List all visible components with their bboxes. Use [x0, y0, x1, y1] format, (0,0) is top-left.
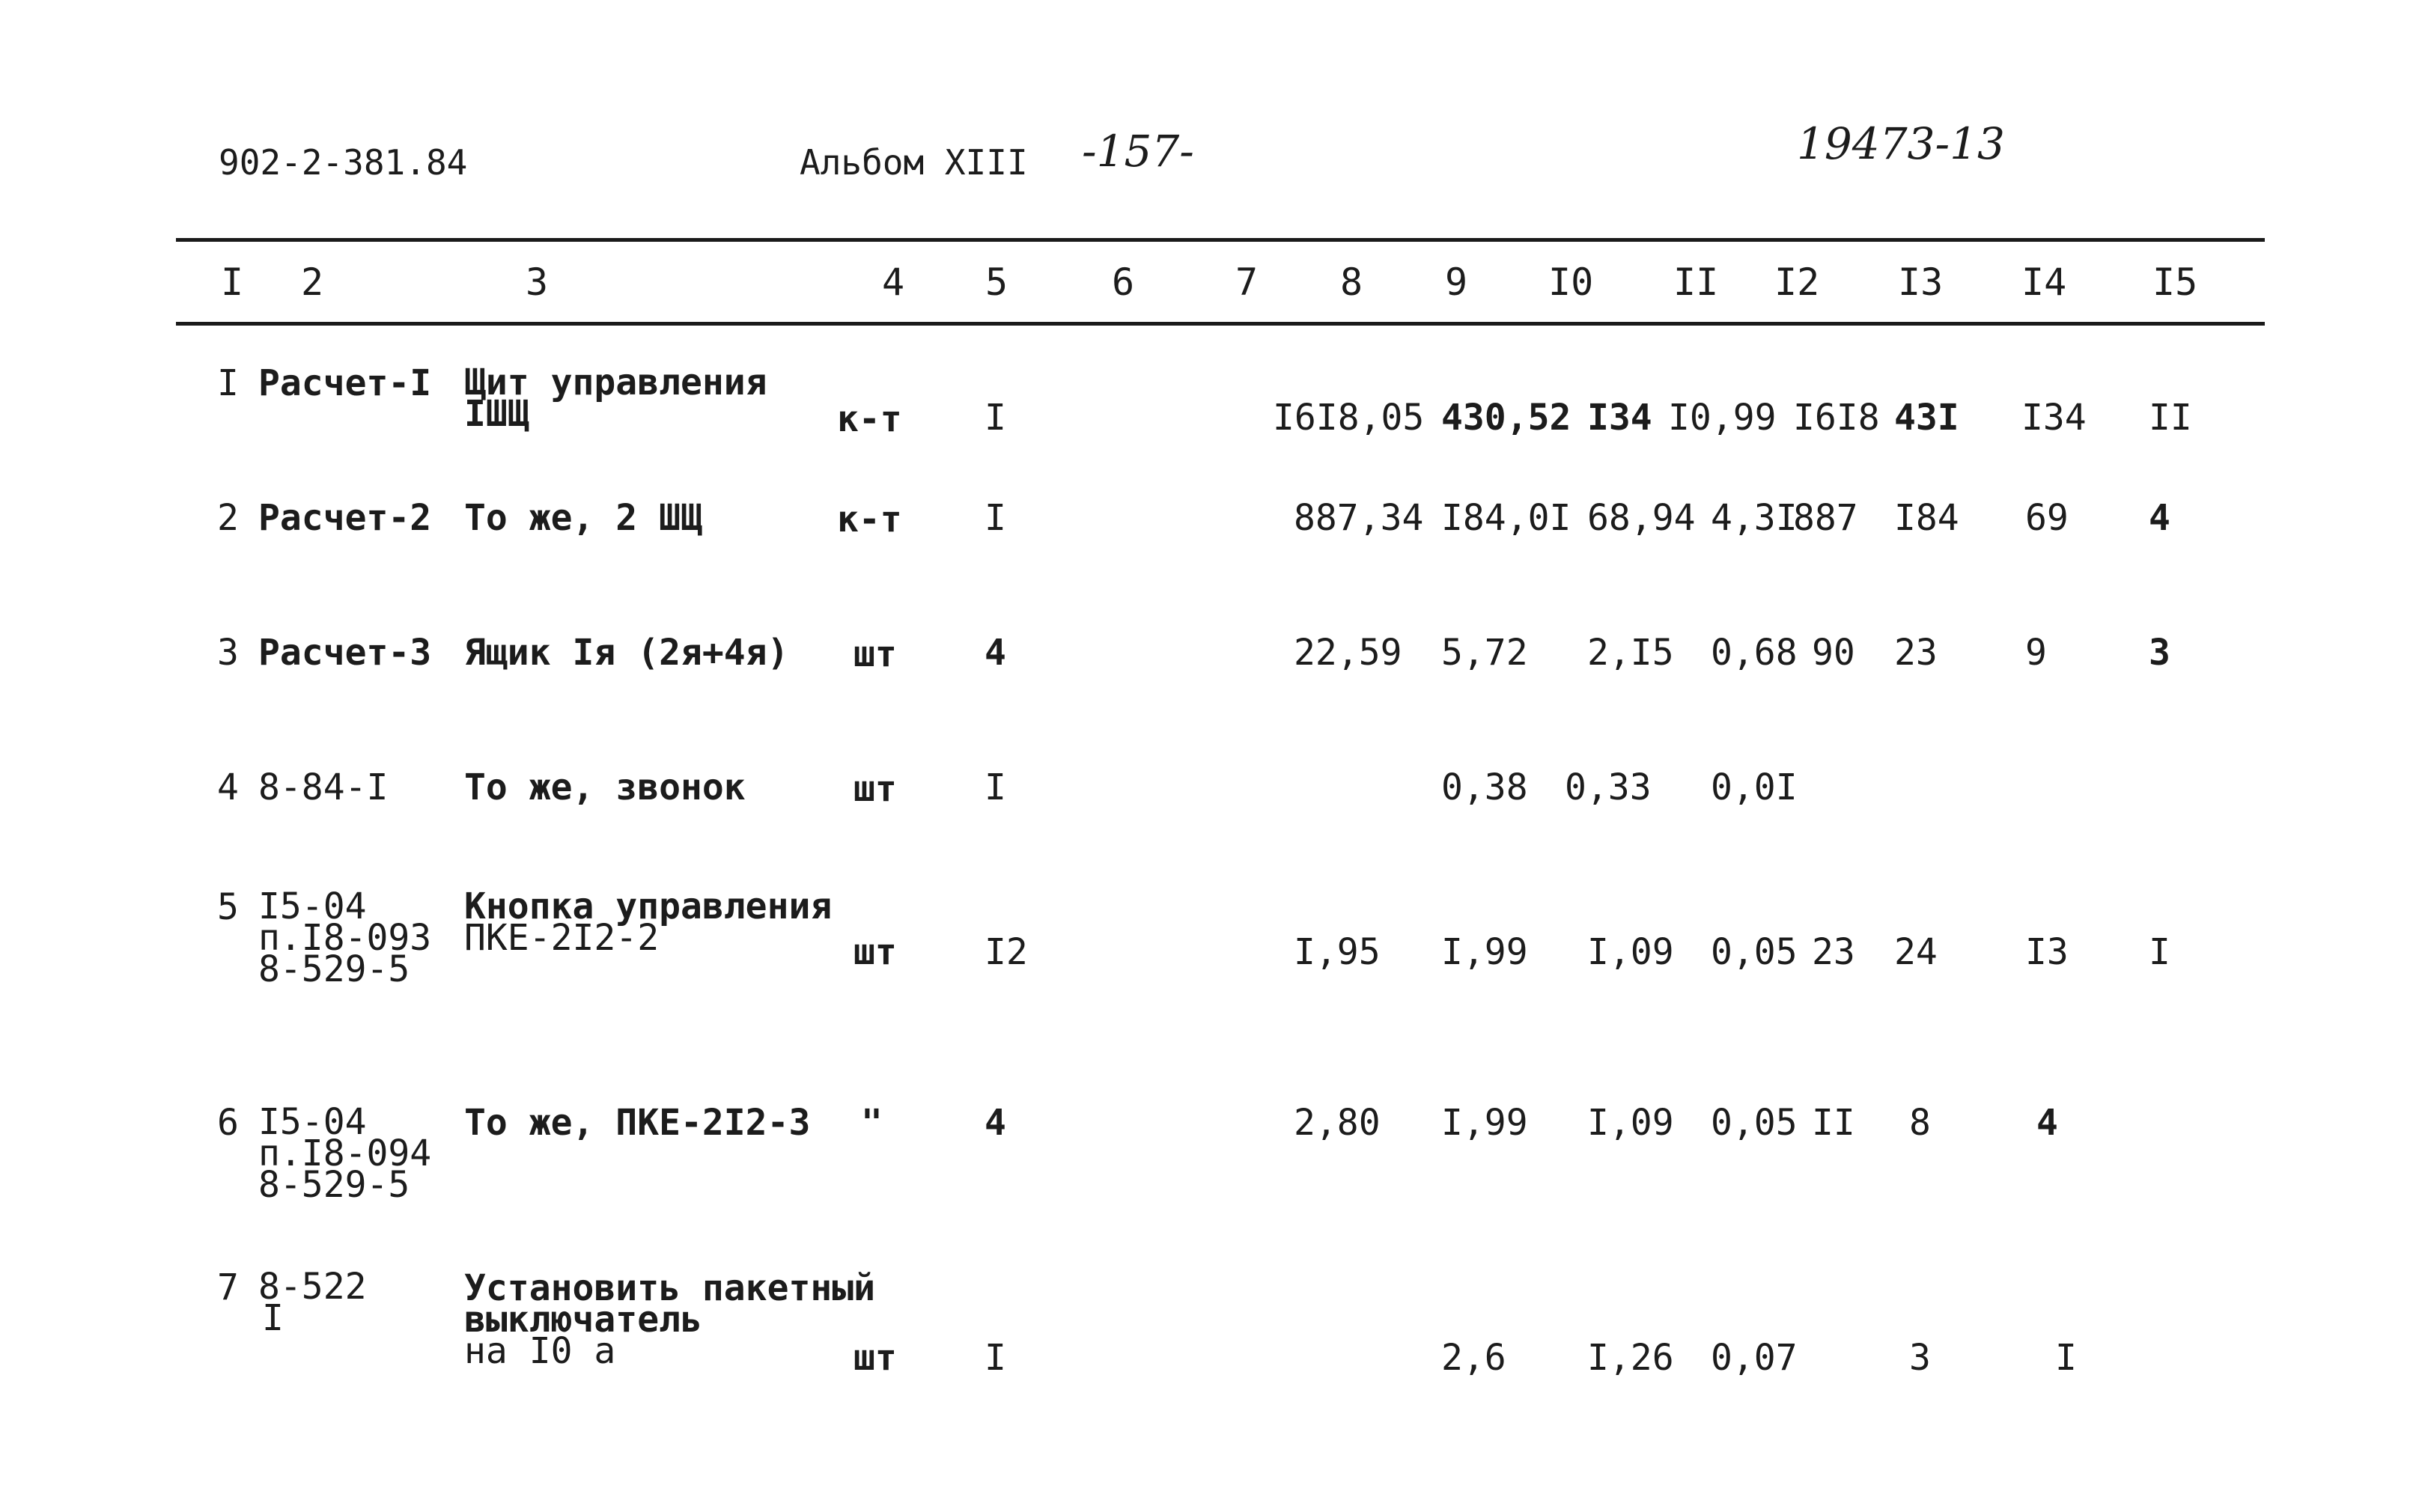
row-number: I: [217, 362, 239, 404]
col-header-10: I0: [1548, 260, 1594, 304]
row-reference: п.I8-094: [258, 1133, 432, 1174]
row-reference: Расчет-I: [258, 362, 432, 404]
row-number: 7: [217, 1266, 239, 1308]
row-qty: I: [985, 397, 1006, 439]
row-col13: 8: [1909, 1102, 1931, 1144]
row-col11: 0,05: [1711, 931, 1798, 973]
row-col8: I,95: [1294, 931, 1381, 973]
row-reference: 8-529-5: [258, 1164, 410, 1206]
row-col9: I84,0I: [1441, 497, 1571, 539]
row-name: Кнопка управления: [464, 885, 833, 927]
col-header-1: I: [221, 260, 244, 304]
row-reference: Расчет-3: [258, 632, 432, 674]
row-reference: Расчет-2: [258, 497, 432, 539]
album-label: Альбом XIII: [800, 142, 1028, 183]
col-header-6: 6: [1112, 260, 1135, 304]
row-unit: шт: [854, 931, 897, 973]
row-qty: I2: [985, 931, 1028, 973]
row-col13: 43I: [1894, 397, 1959, 439]
col-header-5: 5: [985, 260, 1008, 304]
row-col9: 430,52: [1441, 397, 1571, 439]
row-reference: п.I8-093: [258, 917, 432, 959]
row-name: на I0 а: [464, 1330, 616, 1372]
row-number: 3: [217, 632, 239, 674]
row-reference: 8-529-5: [258, 948, 410, 990]
row-col9: I,99: [1441, 931, 1528, 973]
col-header-15: I5: [2152, 260, 2198, 304]
row-col10: I,26: [1587, 1337, 1674, 1379]
row-col9: 2,6: [1441, 1337, 1506, 1379]
row-col12: I6I8: [1793, 397, 1880, 439]
row-qty: 4: [985, 1102, 1006, 1144]
row-col12: 23: [1812, 931, 1855, 973]
row-reference: 8-84-I: [258, 766, 389, 808]
row-col8: 22,59: [1294, 632, 1402, 674]
table-top-rule: [176, 238, 2265, 242]
row-name: IШЩ: [464, 393, 529, 435]
row-name: Установить пакетный: [464, 1267, 876, 1309]
row-col12: 887: [1793, 497, 1858, 539]
col-header-7: 7: [1235, 260, 1259, 304]
row-col15: II: [2149, 397, 2192, 439]
row-col14: I34: [2021, 397, 2087, 439]
doc-code: 902-2-381.84: [219, 142, 468, 183]
row-unit: шт: [854, 1337, 897, 1379]
row-col14: I3: [2025, 931, 2069, 973]
row-col14: 9: [2025, 632, 2047, 674]
row-qty: I: [985, 497, 1006, 539]
row-number: 5: [217, 886, 239, 928]
row-col10: I,09: [1587, 1102, 1674, 1144]
row-col8: 887,34: [1294, 497, 1424, 539]
row-name: ПКЕ-2I2-2: [464, 917, 660, 959]
col-header-12: I2: [1774, 260, 1820, 304]
row-col12: 90: [1812, 632, 1855, 674]
col-header-3: 3: [526, 260, 549, 304]
col-header-14: I4: [2021, 260, 2067, 304]
row-col10: 68,94: [1587, 497, 1696, 539]
row-qty: I: [985, 766, 1006, 808]
row-col11: 0,0I: [1711, 766, 1798, 808]
row-col13: 23: [1894, 632, 1938, 674]
row-unit: шт: [854, 768, 897, 810]
row-number: 4: [217, 766, 239, 808]
row-name: Ящик Iя (2я+4я): [464, 632, 789, 674]
row-col8: 2,80: [1294, 1102, 1381, 1144]
row-name: выключатель: [464, 1299, 702, 1341]
row-col15: 3: [2149, 632, 2170, 674]
row-col11: 0,68: [1711, 632, 1798, 674]
row-col13: 24: [1894, 931, 1938, 973]
row-unit: к-т: [837, 499, 902, 540]
row-col15: I: [2149, 931, 2170, 973]
row-name: Щит управления: [464, 362, 767, 403]
row-col14: 4: [2036, 1102, 2058, 1144]
row-col9: 5,72: [1441, 632, 1528, 674]
row-reference: 8-522: [258, 1266, 367, 1308]
row-col10: I34: [1587, 397, 1652, 439]
row-col10: 2,I5: [1587, 632, 1674, 674]
row-name: То же, ПКЕ-2I2-3: [464, 1102, 811, 1144]
col-header-4: 4: [882, 260, 905, 304]
col-header-9: 9: [1445, 260, 1468, 304]
row-col8: I6I8,05: [1273, 397, 1425, 439]
archive-stamp: 19473-13: [1797, 118, 2005, 169]
col-header-2: 2: [301, 260, 324, 304]
row-qty: 4: [985, 632, 1006, 674]
row-name: То же, 2 ШЩ: [464, 497, 702, 539]
row-number: 2: [217, 497, 239, 539]
row-unit: шт: [854, 633, 897, 675]
row-unit: к-т: [837, 398, 902, 440]
row-unit: ": [861, 1102, 883, 1144]
page-mark: -157-: [1082, 126, 1194, 177]
row-col9: 0,38: [1441, 766, 1528, 808]
row-number: 6: [217, 1102, 239, 1144]
row-reference: I5-04: [258, 885, 367, 927]
row-reference: I: [262, 1297, 284, 1339]
row-reference: I5-04: [258, 1101, 367, 1143]
row-col12: II: [1812, 1102, 1855, 1144]
row-col11: 0,07: [1711, 1337, 1798, 1379]
row-name: То же, звонок: [464, 766, 746, 808]
row-col11: 4,3I: [1711, 497, 1798, 539]
col-header-8: 8: [1340, 260, 1363, 304]
col-header-13: I3: [1898, 260, 1944, 304]
row-col10: 0,33: [1565, 766, 1652, 808]
row-col11: 0,05: [1711, 1102, 1798, 1144]
row-col9: I,99: [1441, 1102, 1528, 1144]
table-header-rule: [176, 322, 2265, 326]
row-col13: I84: [1894, 497, 1959, 539]
col-header-11: II: [1673, 260, 1719, 304]
row-qty: I: [985, 1337, 1006, 1379]
row-col14: I: [2055, 1337, 2077, 1379]
row-col15: 4: [2149, 497, 2170, 539]
row-col14: 69: [2025, 497, 2069, 539]
row-col10: I,09: [1587, 931, 1674, 973]
row-col13: 3: [1909, 1337, 1931, 1379]
row-col11: I0,99: [1668, 397, 1777, 439]
